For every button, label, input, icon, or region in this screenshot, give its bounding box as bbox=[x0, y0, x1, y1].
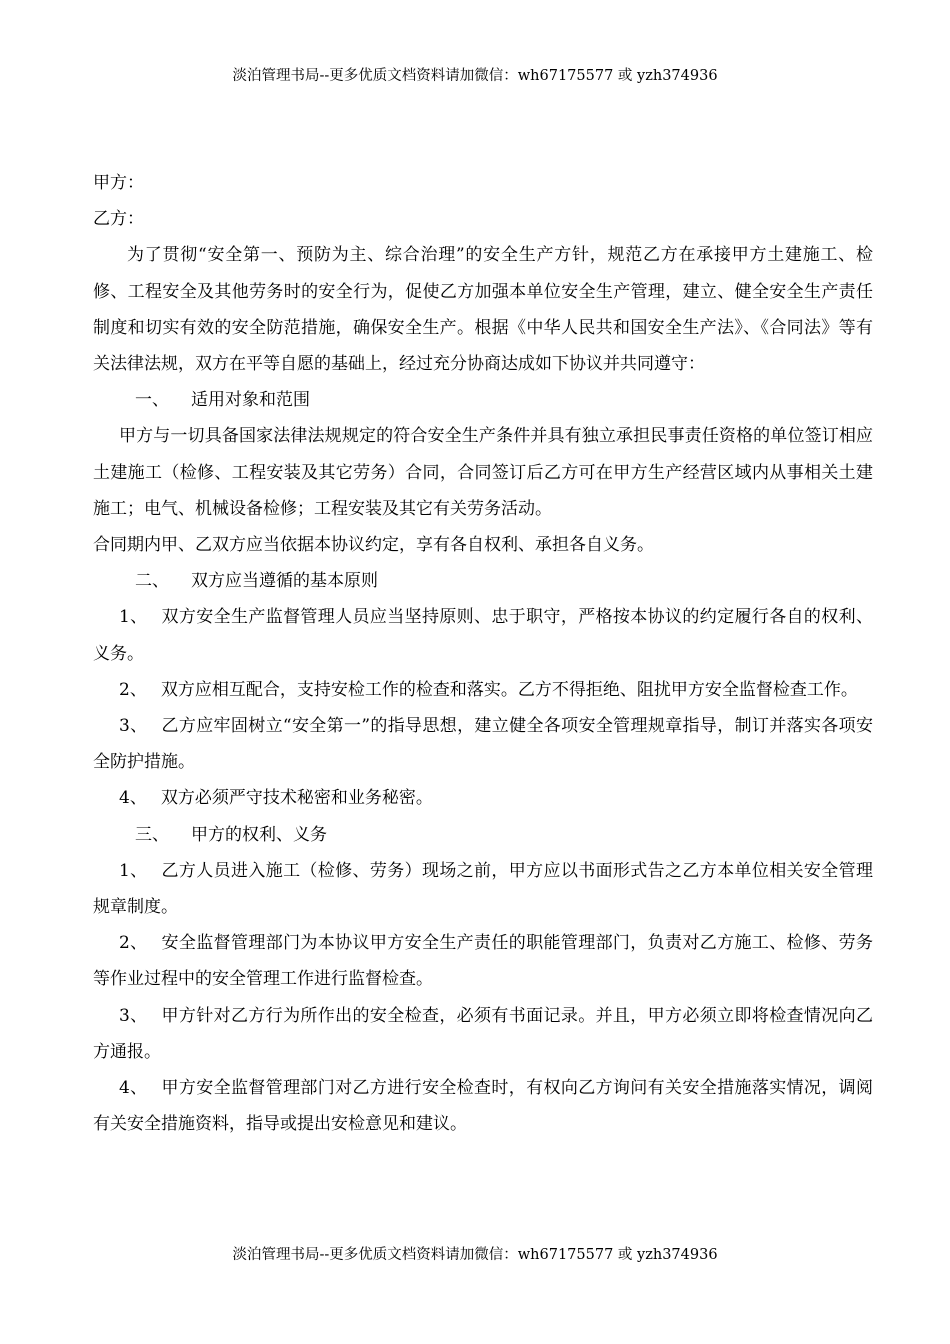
party-a-label: 甲方： bbox=[93, 173, 144, 193]
section-number: 三、 bbox=[135, 824, 169, 845]
item-number: 3、 bbox=[119, 716, 148, 737]
item-text: 甲方安全监督管理部门对乙方进行安全检查时，有权向乙方询问有关安全措施落实情况，调阅有关安全措施资料，指导或提出安检意见和建议。 bbox=[93, 1078, 873, 1135]
item-number: 2、 bbox=[119, 933, 148, 954]
page-header-note: 淡泊管理书局--更多优质文档资料请加微信：wh67175577 或 yzh374936 bbox=[232, 68, 718, 84]
section-heading-1 bbox=[93, 382, 873, 418]
section-number: 二、 bbox=[135, 571, 169, 592]
item-number: 4、 bbox=[119, 1078, 148, 1099]
section1-paragraph-2: 合同期内甲、乙双方应当依据本协议约定，享有各自权利、承担各自义务。 bbox=[93, 535, 654, 556]
section2-item-4 bbox=[93, 780, 873, 816]
section3-item-3 bbox=[93, 998, 873, 1070]
document-body bbox=[93, 165, 873, 1142]
section2-item-1 bbox=[93, 599, 873, 671]
item-text: 双方应相互配合，支持安检工作的检查和落实。乙方不得拒绝、阻扰甲方安全监督检查工作。 bbox=[160, 679, 858, 700]
item-number: 3、 bbox=[119, 1005, 148, 1026]
item-number: 2、 bbox=[119, 679, 147, 700]
section-heading-2 bbox=[93, 563, 873, 599]
item-text: 双方必须严守技术秘密和业务秘密。 bbox=[160, 788, 433, 809]
section3-item-4 bbox=[93, 1070, 873, 1142]
section-title: 甲方的权利、义务 bbox=[191, 824, 327, 845]
item-text: 双方安全生产监督管理人员应当坚持原则、忠于职守，严格按本协议的约定履行各自的权利、义务。 bbox=[93, 607, 873, 664]
item-number: 4、 bbox=[119, 788, 147, 809]
section-title: 双方应当遵循的基本原则 bbox=[191, 571, 378, 592]
item-text: 乙方应牢固树立“安全第一”的指导思想，建立健全各项安全管理规章指导，制订并落实各项安全防护措施。 bbox=[93, 716, 873, 773]
section-number: 一、 bbox=[135, 390, 169, 411]
preamble-paragraph: 为了贯彻“安全第一、预防为主、综合治理”的安全生产方针，规范乙方在承接甲方土建施工、检修、工程安全及其他劳务时的安全行为，促使乙方加强本单位安全生产管理，建立、健全安全生产责任制度和切实有效的安全防范措施，确保安全生产。根据《中华人民共和国安全生产法》、《合同法》等有关法律法规，双方在平等自愿的基础上，经过充分协商达成如下协议并共同遵守： bbox=[93, 245, 873, 375]
section-title: 适用对象和范围 bbox=[191, 390, 310, 411]
section1-paragraph-1: 甲方与一切具备国家法律法规规定的符合安全生产条件并具有独立承担民事责任资格的单位签订相应土建施工（检修、工程安装及其它劳务）合同，合同签订后乙方可在甲方生产经营区域内从事相关土建施工；电气、机械设备检修；工程安装及其它有关劳务活动。 bbox=[93, 426, 873, 519]
page-footer-note: 淡泊管理书局--更多优质文档资料请加微信：wh67175577 或 yzh374936 bbox=[232, 1247, 718, 1263]
item-number: 1、 bbox=[119, 860, 148, 881]
section2-item-3 bbox=[93, 708, 873, 780]
item-text: 乙方人员进入施工（检修、劳务）现场之前，甲方应以书面形式告之乙方本单位相关安全管理规章制度。 bbox=[93, 860, 873, 918]
section2-item-2 bbox=[93, 672, 873, 708]
party-b-label: 乙方： bbox=[93, 209, 144, 230]
section3-item-2 bbox=[93, 925, 873, 997]
item-text: 安全监督管理部门为本协议甲方安全生产责任的职能管理部门，负责对乙方施工、检修、劳务等作业过程中的安全管理工作进行监督检查。 bbox=[93, 933, 873, 990]
section-heading-3 bbox=[93, 817, 873, 853]
section3-item-1 bbox=[93, 853, 873, 925]
item-text: 甲方针对乙方行为所作出的安全检查，必须有书面记录。并且，甲方必须立即将检查情况向乙方通报。 bbox=[93, 1005, 873, 1062]
item-number: 1、 bbox=[119, 607, 148, 628]
